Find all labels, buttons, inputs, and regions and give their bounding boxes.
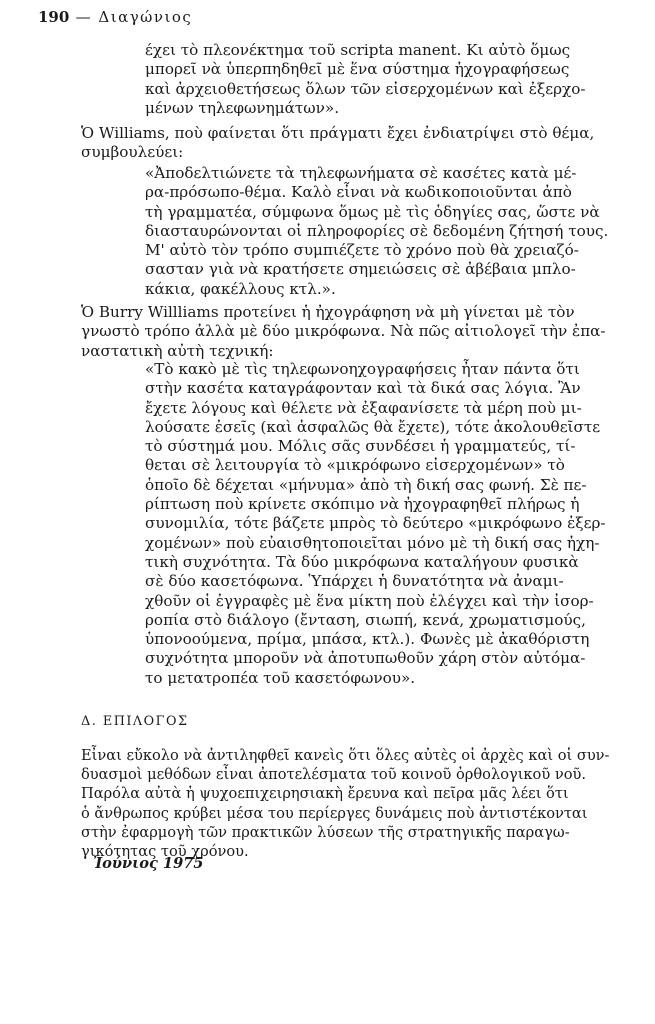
text-line: γνωστὸ τρόπο ἀλλὰ μὲ δύο μικρόφωνα. Νὰ πῶς αἰτιολογεῖ τὴν ἐπα- [81,322,606,341]
section-heading [81,712,189,731]
text-line: Ὁ Williams, ποὺ φαίνεται ὅτι πράγματι ἔχει ἐνδιατρίψει στὸ θέμα, [81,124,595,142]
text-line: ροπία στὸ διάλογο (ἔνταση, σιωπή, κενά, χρωματισμούς, [145,610,586,629]
text-line: Μ' αὐτὸ τὸν τρόπο συμπιέζετε τὸ χρόνο ποὺ θὰ χρειαζό- [145,241,579,260]
text-line: ὑπονοούμενα, πρίμα, μπάσα, κτλ.). Φωνὲς μὲ ἀκαθόριστη [145,630,590,649]
text-line: στὴν ἐφαρμογὴ τῶν πρακτικῶν λύσεων τῆς στρατηγικῆς παραγω- [81,823,570,841]
text-line: συμβουλεύει: [81,143,184,162]
text-line: χθοῦν οἱ ἐγγραφὲς μὲ ἕνα μίκτη ποὺ ἐλέγχει καὶ τὴν ἰσορ- [145,591,594,610]
text-line: λούσατε ἐσεῖς (καὶ ἀσφαλῶς θὰ ἔχετε), τότε ἀκολουθεῖστε [145,417,601,436]
text-line: μπορεῖ νὰ ὑπερπηδηθεῖ μὲ ἕνα σύστημα ἠχογραφήσεως [145,60,570,79]
text-line: στὴν κασέτα καταγράφονταν καὶ τὰ δικά σας λόγια. Ἂν [145,379,581,398]
text-line: συχνότητα μποροῦν νὰ ἀποτυπωθοῦν χάρη στὸν αὐτόμα- [145,649,586,668]
date-signature [93,854,204,873]
text-line: ρίπτωση ποὺ κρίνετε σκόπιμο νὰ ἠχογραφηθεῖ πλήρως ἡ [145,495,580,514]
text-line: Εἶναι εὔκολο νὰ ἀντιληφθεῖ κανεὶς ὅτι ὅλες αὐτὲς οἱ ἀρχὲς καὶ οἱ συν- [81,747,610,764]
paragraph-williams [81,124,594,163]
page-number: 190 [38,8,70,26]
quote-burry-williams [145,360,606,688]
text-line: χομένων» ποὺ εὐαισθητοποιεῖται μόνο μὲ τὴ δική σας ἠχη- [145,533,600,552]
text-line: Παρόλα αὐτὰ ἡ ψυχοεπιχειρησιακὴ ἔρευνα καὶ πεῖρα μᾶς λέει ὅτι [81,785,569,803]
text-line: θεται σὲ λειτουργία τὸ «μικρόφωνο εἰσερχομένων» τὸ [145,456,565,475]
text-line: συνομιλία, τότε βάζετε μπρὸς τὸ δεύτερο «μικρόφωνο ἐξερ- [145,514,606,533]
text-line: καὶ ἀρχειοθετήσεως ὅλων τῶν εἰσερχομένων καὶ ἐξερχο- [145,79,586,98]
running-title: — Διαγώνιος [75,8,193,26]
text-line: ρα-πρόσωπο-θέμα. Καλὸ εἶναι νὰ κωδικοποιοῦνται ἀπὸ [145,183,572,202]
section-heading-text: Δ. ΕΠΙΛΟΓΟΣ [81,714,189,729]
text-line: ὁ ἄνθρωπος κρύβει μέσα του περίεργες δυνάμεις ποὺ ἀντιστέκονται [81,804,588,822]
text-line: ἔχετε λόγους καὶ θέλετε νὰ ἐξαφανίσετε τὰ μέρη ποὺ μι- [145,398,582,417]
text-line: «Τὸ κακὸ μὲ τὶς τηλεφωνοηχογραφήσεις ἦταν πάντα ὅτι [145,360,580,378]
quote-continuation [145,41,585,118]
text-line: κάκια, φακέλλους κτλ.». [145,279,336,298]
text-line: τὸ σύστημά μου. Μόλις σᾶς συνδέσει ἡ γραμματεύς, τί- [145,437,576,456]
text-line: έχει τὸ πλεονέκτημα τοῦ scripta manent. Κι αὐτὸ ὅμως [145,41,571,59]
text-line: «Ἀποδελτιώνετε τὰ τηλεφωνήματα σὲ κασέτες κατὰ μέ- [145,164,577,182]
text-line: ναστατικὴ αὐτὴ τεχνική: [81,341,274,360]
text-line: γικότητας τοῦ χρόνου. [81,843,249,861]
text-line: διασταυρώνονται οἱ πληροφορίες σὲ δεδομένη ζήτησή τους. [145,221,609,240]
text-line: σασταν γιὰ νὰ κρατήσετε σημειώσεις σὲ ἀβέβαια μπλο- [145,260,576,279]
text-line: το μετατροπέα τοῦ κασετόφωνου». [145,668,416,687]
paragraph-epilogue [81,746,610,861]
text-line: τὴ γραμματέα, σύμφωνα ὅμως μὲ τὶς ὁδηγίες σας, ὥστε νὰ [145,202,600,221]
quote-williams [145,164,608,299]
paragraph-burry-williams [81,303,606,361]
date-text: Ἰούνιος 1975 [93,855,204,872]
text-line: μένων τηλεφωνημάτων». [145,98,340,117]
text-line: ὁποῖο δὲ δέχεται «μήνυμα» ἀπὸ τὴ δική σας φωνή. Σὲ πε- [145,475,587,494]
text-line: δυασμοὶ μεθόδων εἶναι ἀποτελέσματα τοῦ κοινοῦ ὀρθολογικοῦ νοῦ. [81,766,587,784]
text-line: Ὁ Burry Willliams προτείνει ἡ ἠχογράφηση νὰ μὴ γίνεται μὲ τὸν [81,303,575,321]
page-header [38,8,192,27]
text-line: τικὴ συχνότητα. Τὰ δύο μικρόφωνα καταλήγουν φυσικὰ [145,552,579,571]
text-line: σὲ δύο κασετόφωνα. Ὑπάρχει ἡ δυνατότητα νὰ ἀναμι- [145,572,564,591]
